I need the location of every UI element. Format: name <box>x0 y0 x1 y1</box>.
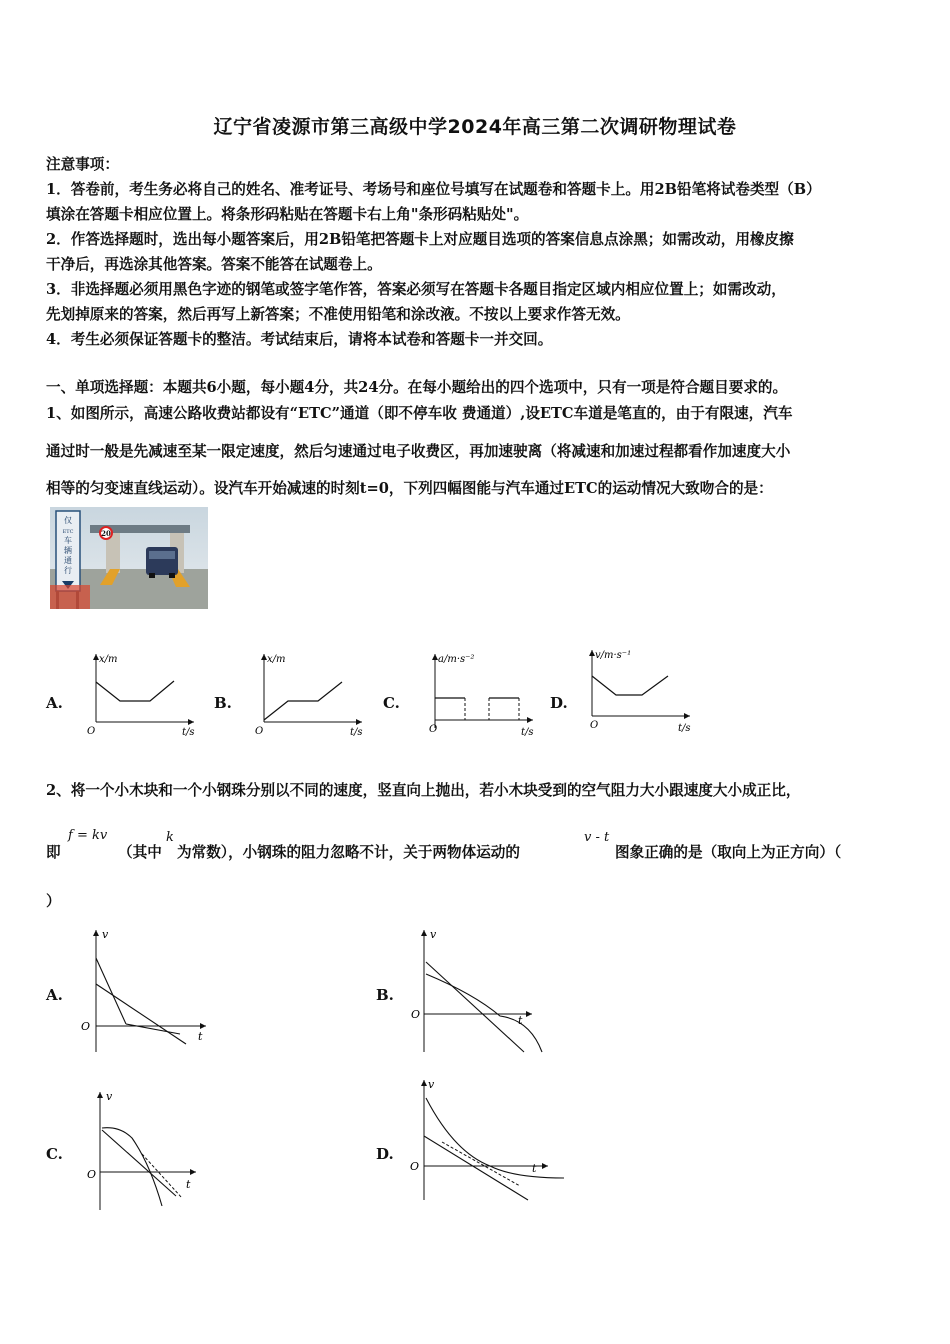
q2-option-d-label[interactable]: D. <box>376 1145 394 1163</box>
q1b-t-label: t/s <box>350 727 363 738</box>
q1d-y-label: v/m·s⁻¹ <box>595 650 632 661</box>
q2-formula <box>68 826 107 843</box>
q2-k-symbol <box>166 828 174 845</box>
q2-option-a-label[interactable]: A. <box>46 986 63 1004</box>
sign-char-1: 仅 <box>64 516 72 525</box>
q1d-t-label: t/s <box>678 723 691 734</box>
sign-char-4: 辆 <box>64 546 72 555</box>
q2-k-text: k <box>166 830 174 845</box>
q1-line-3: 相等的匀变速直线运动）。设汽车开始减速的时刻t=0，下列四幅图能与汽车通过ETC的运动情况大致吻合的是： <box>46 480 773 497</box>
notice-line-2: 填涂在答题卡相应位置上。将条形码粘贴在答题卡右上角"条形码粘贴处"。 <box>46 206 529 223</box>
section-heading: 一、单项选择题：本题共6小题，每小题4分，共24分。在每小题给出的四个选项中，只有一项是符合题目要求的。 <box>46 379 788 396</box>
notice-line-6: 先划掉原来的答案，然后再写上新答案；不准使用铅笔和涂改液。不按以上要求作答无效。 <box>46 306 630 323</box>
sign-char-5: 通 <box>64 556 72 565</box>
q2b-origin: O <box>411 1008 421 1021</box>
q2-line-2-d: 图象正确的是（取向上为正方向）（ <box>615 844 842 861</box>
etc-toll-photo <box>50 507 208 609</box>
q2d-v-label: v <box>428 1078 435 1091</box>
q1-option-c-label[interactable]: C. <box>383 694 400 712</box>
q2-line-2-c: 为常数），小钢珠的阻力忽略不计，关于两物体运动的 <box>177 844 520 861</box>
q1a-origin: O <box>87 726 96 737</box>
notice-heading: 注意事项： <box>46 156 119 173</box>
q1-graph-b <box>250 648 368 738</box>
q2b-v-label: v <box>430 928 437 941</box>
q1-graph-a <box>82 648 200 738</box>
q2c-t-label: t <box>186 1178 191 1191</box>
notice-line-4: 干净后，再选涂其他答案。答案不能答在试题卷上。 <box>46 256 382 273</box>
q2a-origin: O <box>81 1020 91 1033</box>
sign-char-3: 车 <box>64 536 72 545</box>
q2a-v-label: v <box>102 928 109 941</box>
q1-line-2: 通过时一般是先减速至某一限定速度，然后匀速通过电子收费区，再加速驶离（将减速和加速过程都看作加速度大小 <box>46 443 791 460</box>
sign-char-6: 行 <box>64 566 72 575</box>
q2-line-2-a: 即 <box>46 844 61 861</box>
q2-option-b-label[interactable]: B. <box>376 986 394 1004</box>
q2-vt-symbol <box>584 828 609 845</box>
notice-line-5: 3．非选择题必须用黑色字迹的钢笔或签字笔作答，答案必须写在答题卡各题目指定区域内相应位置上；如需改动， <box>46 281 786 298</box>
q2d-origin: O <box>410 1160 420 1173</box>
q1-graph-d <box>582 644 700 734</box>
q2-line-2-b: （其中 <box>118 844 162 861</box>
q1-option-b-label[interactable]: B. <box>214 694 232 712</box>
q1d-origin: O <box>590 720 599 731</box>
q1-line-1: 1、如图所示，高速公路收费站都设有“ETC”通道（即不停车收 费通道）,设ETC车道是笔直的，由于有限速，汽车 <box>46 405 793 422</box>
sign-char-2: ETC <box>62 529 74 535</box>
q1b-origin: O <box>255 726 264 737</box>
q2-graph-a <box>74 924 214 1056</box>
notice-line-1: 1．答卷前，考生务必将自己的姓名、准考证号、考场号和座位号填写在试题卷和答题卡上。用2B铅笔将试卷类型（B） <box>46 181 821 198</box>
q2-vt-text: v - t <box>584 830 610 845</box>
q1-graph-c <box>421 648 539 738</box>
q2d-t-label: t <box>532 1162 537 1175</box>
q2-line-3: ） <box>46 893 61 910</box>
q2c-v-label: v <box>106 1090 113 1103</box>
q2b-t-label: t <box>518 1014 523 1027</box>
q1a-y-label: x/m <box>99 654 118 665</box>
q2-option-c-label[interactable]: C. <box>46 1145 63 1163</box>
q2-graph-b <box>404 924 554 1056</box>
q2-graph-c <box>80 1086 210 1212</box>
q2c-origin: O <box>87 1168 97 1181</box>
q2a-t-label: t <box>198 1030 203 1043</box>
q1-option-d-label[interactable]: D. <box>550 694 568 712</box>
q2-line-1: 2、将一个小木块和一个小钢珠分别以不同的速度，竖直向上抛出，若小木块受到的空气阻力大小跟速度大小成正比， <box>46 782 801 799</box>
q1a-t-label: t/s <box>182 727 195 738</box>
q2-graph-d <box>404 1074 568 1204</box>
q1c-t-label: t/s <box>521 727 534 738</box>
exam-title: 辽宁省凌源市第三高级中学2024年高三第二次调研物理试卷 <box>213 116 737 138</box>
q1c-origin: O <box>429 724 438 735</box>
q1c-y-label: a/m·s⁻² <box>438 654 475 665</box>
q1b-y-label: x/m <box>267 654 286 665</box>
speed-limit-number: 20 <box>101 529 111 538</box>
q2-formula-text: f = kv <box>68 828 108 843</box>
q1-option-a-label[interactable]: A. <box>46 694 63 712</box>
notice-line-7: 4．考生必须保证答题卡的整洁。考试结束后，请将本试卷和答题卡一并交回。 <box>46 331 553 348</box>
notice-line-3: 2．作答选择题时，选出每小题答案后，用2B铅笔把答题卡上对应题目选项的答案信息点涂黑；如需改动，用橡皮擦 <box>46 231 794 248</box>
